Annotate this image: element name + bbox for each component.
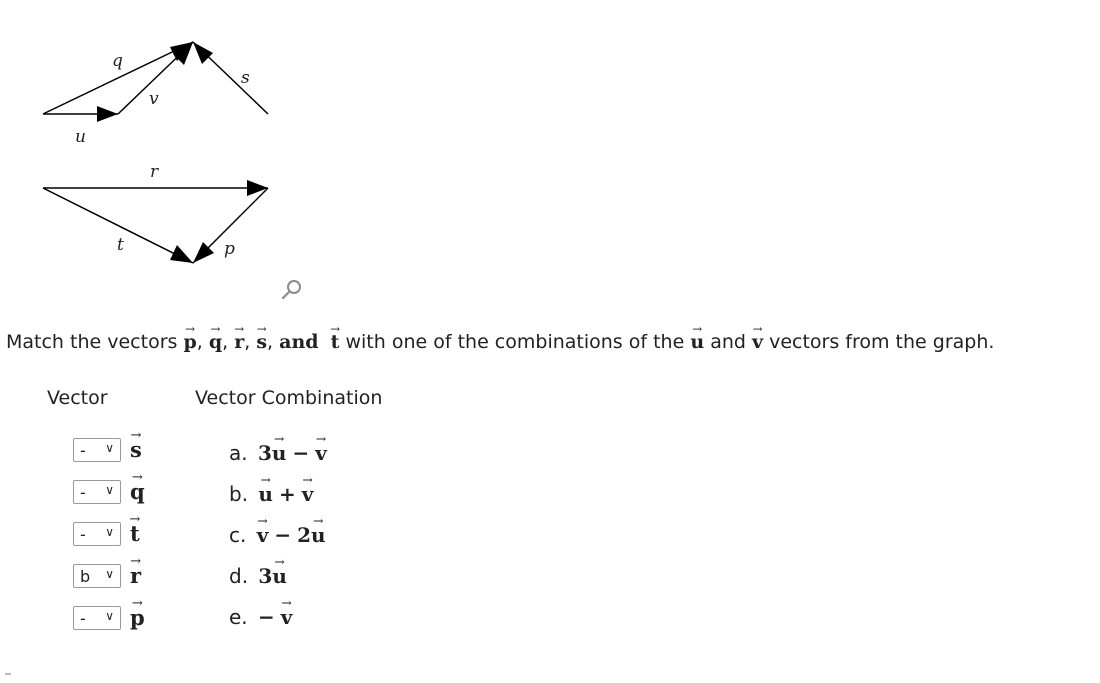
prompt-vector-r: → r: [234, 331, 244, 353]
vector-graph: [0, 0, 320, 300]
match-select[interactable]: [73, 564, 121, 588]
combination-expression: → u +→ v: [258, 482, 313, 506]
combination-letter: a.: [229, 441, 248, 465]
column-header-vector: Vector: [47, 387, 108, 409]
match-select[interactable]: [73, 438, 121, 462]
combination-letter: e.: [229, 605, 248, 629]
combination-letter: b.: [229, 482, 249, 506]
prompt-vector-p: → p: [183, 331, 196, 353]
label-v: v: [149, 89, 159, 109]
chevron-down-icon: ∨: [105, 525, 114, 539]
prompt-text-middle: with one of the combinations of the: [345, 331, 685, 353]
select-value: -: [80, 483, 86, 502]
prompt-vector-u: → u: [690, 331, 704, 353]
prompt-vector-t: → t: [331, 331, 340, 353]
select-value: -: [80, 609, 86, 628]
label-s: s: [241, 68, 250, 88]
combination-item: [229, 605, 327, 646]
combination-expression: 3→ u −→ v: [258, 441, 327, 465]
match-select[interactable]: [73, 480, 121, 504]
label-q: q: [112, 51, 123, 71]
column-header-combination: Vector Combination: [195, 387, 383, 409]
divider: [5, 673, 11, 675]
prompt-text: Match the vectors: [6, 331, 178, 353]
select-value: -: [80, 441, 86, 460]
prompt-and: and: [279, 331, 319, 353]
combination-expression: −→ v: [258, 605, 292, 629]
chevron-down-icon: ∨: [105, 567, 114, 581]
vector-r-arrowhead: [247, 180, 268, 196]
label-t: t: [117, 235, 124, 255]
vector-u-arrowhead: [97, 106, 118, 122]
label-p: p: [224, 239, 235, 259]
match-select[interactable]: [73, 522, 121, 546]
prompt-vector-s: → s: [256, 331, 267, 353]
row-vector-label: → p: [130, 605, 145, 630]
combination-expression: → v − 2→ u: [257, 523, 326, 547]
combination-letter: c.: [229, 523, 247, 547]
select-value: -: [80, 525, 86, 544]
prompt-text-end: vectors from the graph.: [769, 331, 995, 353]
vector-t-arrowhead: [170, 245, 193, 263]
select-value: b: [80, 567, 91, 586]
combination-letter: d.: [229, 564, 249, 588]
question-prompt: Match the vectors → p, → q, → r, → s, and → t with one of the combinations of the → u and → v vectors from the graph.: [6, 331, 994, 353]
prompt-vector-v: → v: [752, 331, 763, 353]
row-vector-label: → q: [130, 479, 145, 504]
prompt-text-and: and: [710, 331, 746, 353]
chevron-down-icon: ∨: [105, 441, 114, 455]
prompt-vector-q: → q: [209, 331, 222, 353]
chevron-down-icon: ∨: [105, 483, 114, 497]
combination-item: [229, 564, 327, 605]
label-r: r: [150, 162, 159, 182]
label-u: u: [75, 127, 86, 147]
combination-expression: 3→ u: [258, 564, 286, 588]
row-vector-label: → r: [130, 563, 141, 588]
vector-s-arrowhead: [193, 42, 213, 64]
chevron-down-icon: ∨: [105, 609, 114, 623]
row-vector-label: → t: [130, 521, 140, 546]
match-select[interactable]: [73, 606, 121, 630]
magnify-icon[interactable]: [280, 278, 304, 302]
combination-list: [229, 441, 327, 646]
row-vector-label: → s: [130, 437, 142, 462]
